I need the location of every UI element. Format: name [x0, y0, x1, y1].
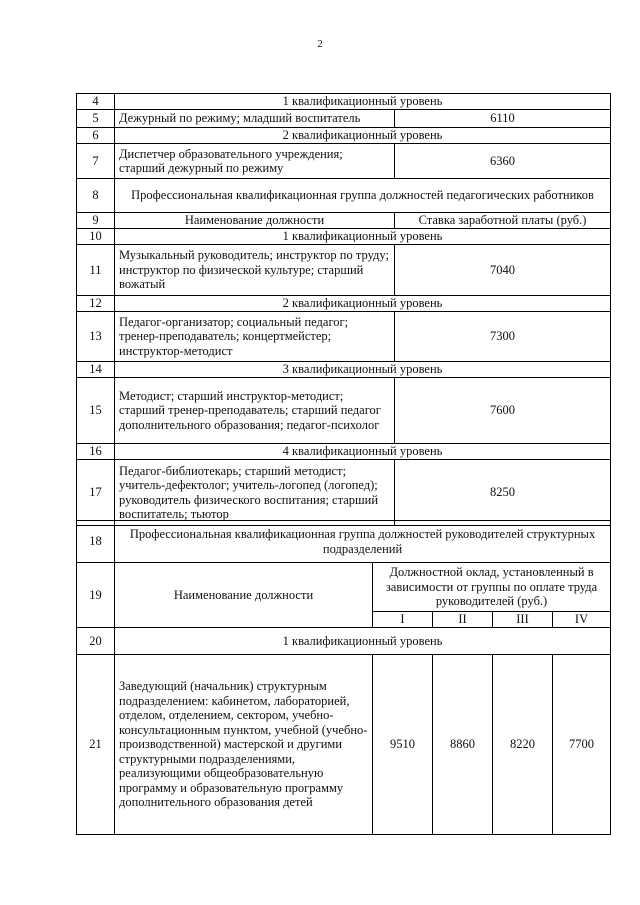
row-number: 4 [77, 94, 115, 110]
group-title: Профессиональная квалификационная группа должностей руководителей структурных подразделений [115, 521, 611, 563]
row-number: 12 [77, 296, 115, 312]
qualification-level: 4 квалификационный уровень [115, 444, 611, 460]
table-row [77, 128, 611, 144]
table-row [77, 110, 611, 128]
row-number: 18 [77, 521, 115, 563]
salary-group-4: 7700 [553, 655, 611, 835]
table-row [77, 378, 611, 444]
position-name: Музыкальный руководитель; инструктор по труду; инструктор по физической культуре; старший вожатый [115, 245, 395, 296]
column-header-name: Наименование должности [115, 213, 395, 229]
page-number: 2 [317, 38, 323, 50]
row-number: 15 [77, 378, 115, 444]
qualification-level: 1 квалификационный уровень [115, 229, 611, 245]
table-row [77, 245, 611, 296]
table-row [77, 179, 611, 213]
group-header-1: I [373, 612, 433, 628]
table-row [77, 563, 611, 612]
table-row [77, 144, 611, 179]
salary-value: 7040 [395, 245, 611, 296]
table-row [77, 460, 611, 526]
salary-table-part-2 [76, 520, 611, 835]
table-row [77, 628, 611, 655]
qualification-level: 1 квалификационный уровень [115, 628, 611, 655]
qualification-level: 3 квалификационный уровень [115, 362, 611, 378]
position-name: Диспетчер образовательного учреждения; старший дежурный по режиму [115, 144, 395, 179]
column-header-salary: Должностной оклад, установленный в зависимости от группы по оплате труда руководителей (руб.) [373, 563, 611, 612]
salary-value: 8250 [395, 460, 611, 526]
table-row [77, 229, 611, 245]
salary-group-2: 8860 [433, 655, 493, 835]
table-row [77, 655, 611, 835]
row-number: 8 [77, 179, 115, 213]
group-header-2: II [433, 612, 493, 628]
group-header-3: III [493, 612, 553, 628]
salary-table-part-1 [76, 93, 611, 526]
row-number: 5 [77, 110, 115, 128]
row-number: 17 [77, 460, 115, 526]
table-row [77, 444, 611, 460]
qualification-level: 2 квалификационный уровень [115, 128, 611, 144]
table-row [77, 312, 611, 362]
column-header-name: Наименование должности [115, 563, 373, 628]
salary-value: 6110 [395, 110, 611, 128]
row-number: 7 [77, 144, 115, 179]
row-number: 20 [77, 628, 115, 655]
group-title: Профессиональная квалификационная группа должностей педагогических работников [115, 179, 611, 213]
salary-value: 7600 [395, 378, 611, 444]
position-name: Заведующий (начальник) структурным подразделением: кабинетом, лабораторией, отделом, отделением, сектором, учебно-консультационным пунктом, учебной (учебно-производственной) мастерской и другими структурными подразделениями, реализующими общеобразовательную программу и образовательную программу дополнительного образования детей [115, 655, 373, 835]
qualification-level: 1 квалификационный уровень [115, 94, 611, 110]
row-number: 10 [77, 229, 115, 245]
qualification-level: 2 квалификационный уровень [115, 296, 611, 312]
row-number: 11 [77, 245, 115, 296]
salary-value: 7300 [395, 312, 611, 362]
table-row [77, 213, 611, 229]
salary-value: 6360 [395, 144, 611, 179]
position-name: Методист; старший инструктор-методист; старший тренер-преподаватель; старший педагог дополнительного образования; педагог-психолог [115, 378, 395, 444]
salary-group-1: 9510 [373, 655, 433, 835]
row-number: 6 [77, 128, 115, 144]
row-number: 21 [77, 655, 115, 835]
group-header-4: IV [553, 612, 611, 628]
table-row [77, 521, 611, 563]
column-header-rate: Ставка заработной платы (руб.) [395, 213, 611, 229]
row-number: 9 [77, 213, 115, 229]
position-name: Педагог-библиотекарь; старший методист; учитель-дефектолог; учитель-логопед (логопед); руководитель физического воспитания; старший воспитатель; тьютор [115, 460, 395, 526]
row-number: 19 [77, 563, 115, 628]
row-number: 13 [77, 312, 115, 362]
table-row [77, 94, 611, 110]
salary-group-3: 8220 [493, 655, 553, 835]
table-row [77, 362, 611, 378]
row-number: 14 [77, 362, 115, 378]
row-number: 16 [77, 444, 115, 460]
position-name: Дежурный по режиму; младший воспитатель [115, 110, 395, 128]
table-row [77, 296, 611, 312]
position-name: Педагог-организатор; социальный педагог; тренер-преподаватель; концертмейстер; инструктор-методист [115, 312, 395, 362]
